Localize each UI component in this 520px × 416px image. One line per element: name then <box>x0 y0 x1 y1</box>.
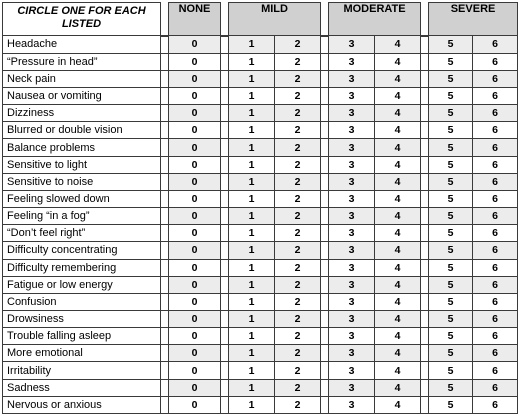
column-gap <box>321 36 329 54</box>
severity-option[interactable]: 0 <box>169 173 221 190</box>
severity-option[interactable]: 3 <box>329 208 375 225</box>
severity-option[interactable]: 4 <box>375 122 421 139</box>
severity-option[interactable]: 4 <box>375 328 421 345</box>
severity-option[interactable]: 4 <box>375 105 421 122</box>
symptom-row <box>3 208 518 225</box>
column-gap <box>221 311 229 328</box>
severity-option[interactable]: 1 <box>229 345 275 362</box>
symptom-row <box>3 70 518 87</box>
symptom-label: Drowsiness <box>3 311 161 328</box>
severity-option[interactable]: 2 <box>275 225 321 242</box>
column-gap <box>321 122 329 139</box>
column-gap <box>321 362 329 379</box>
severity-option[interactable]: 5 <box>429 122 473 139</box>
column-gap <box>421 139 429 156</box>
column-gap <box>221 173 229 190</box>
severity-option[interactable]: 5 <box>429 259 473 276</box>
column-gap <box>421 105 429 122</box>
severity-option[interactable]: 1 <box>229 173 275 190</box>
symptom-row <box>3 276 518 293</box>
severity-option[interactable]: 6 <box>473 87 518 104</box>
severity-option[interactable]: 6 <box>473 156 518 173</box>
symptom-row <box>3 345 518 362</box>
severity-option[interactable]: 2 <box>275 122 321 139</box>
severity-option[interactable]: 3 <box>329 53 375 70</box>
severity-option[interactable]: 5 <box>429 379 473 396</box>
severity-option[interactable]: 4 <box>375 311 421 328</box>
severity-option[interactable]: 6 <box>473 36 518 54</box>
symptom-severity-table <box>2 2 518 414</box>
severity-option[interactable]: 1 <box>229 259 275 276</box>
column-gap <box>321 311 329 328</box>
column-gap <box>321 190 329 207</box>
severity-option[interactable]: 2 <box>275 36 321 54</box>
severity-option[interactable]: 0 <box>169 276 221 293</box>
column-gap <box>221 242 229 259</box>
severity-option[interactable]: 1 <box>229 396 275 413</box>
symptom-label: Headache <box>3 36 161 54</box>
column-gap <box>421 173 429 190</box>
severity-option[interactable]: 4 <box>375 156 421 173</box>
column-gap <box>161 156 169 173</box>
severity-option[interactable]: 4 <box>375 242 421 259</box>
severity-option[interactable]: 5 <box>429 345 473 362</box>
column-gap <box>421 208 429 225</box>
column-gap <box>421 328 429 345</box>
severity-option[interactable]: 2 <box>275 190 321 207</box>
severity-option[interactable]: 2 <box>275 87 321 104</box>
severity-option[interactable]: 5 <box>429 87 473 104</box>
severity-option[interactable]: 0 <box>169 70 221 87</box>
severity-option[interactable]: 4 <box>375 70 421 87</box>
severity-option[interactable]: 0 <box>169 139 221 156</box>
column-gap <box>221 87 229 104</box>
severity-option[interactable]: 0 <box>169 105 221 122</box>
severity-option[interactable]: 5 <box>429 208 473 225</box>
column-gap <box>161 379 169 396</box>
severity-option[interactable]: 3 <box>329 396 375 413</box>
column-gap <box>421 225 429 242</box>
symptom-label: Difficulty remembering <box>3 259 161 276</box>
column-gap <box>221 345 229 362</box>
column-gap <box>321 208 329 225</box>
mild-heading: MILD <box>229 3 321 36</box>
column-gap <box>221 396 229 413</box>
severity-option[interactable]: 5 <box>429 190 473 207</box>
severity-option[interactable]: 1 <box>229 328 275 345</box>
severity-option[interactable]: 1 <box>229 53 275 70</box>
symptom-label: Sensitive to light <box>3 156 161 173</box>
column-gap <box>321 70 329 87</box>
severity-option[interactable]: 2 <box>275 70 321 87</box>
symptom-row <box>3 293 518 310</box>
symptom-rows <box>3 36 518 414</box>
severity-option[interactable]: 5 <box>429 328 473 345</box>
severity-option[interactable]: 3 <box>329 70 375 87</box>
severity-option[interactable]: 6 <box>473 311 518 328</box>
symptom-label: Irritability <box>3 362 161 379</box>
severity-option[interactable]: 5 <box>429 311 473 328</box>
severity-option[interactable]: 6 <box>473 208 518 225</box>
severity-option[interactable]: 6 <box>473 259 518 276</box>
severity-option[interactable]: 3 <box>329 190 375 207</box>
column-gap <box>161 122 169 139</box>
column-gap <box>221 276 229 293</box>
severity-option[interactable]: 6 <box>473 396 518 413</box>
column-gap <box>161 242 169 259</box>
column-gap <box>421 36 429 54</box>
severity-option[interactable]: 4 <box>375 396 421 413</box>
column-gap <box>161 53 169 70</box>
severity-option[interactable]: 1 <box>229 122 275 139</box>
column-gap <box>321 242 329 259</box>
severity-option[interactable]: 6 <box>473 345 518 362</box>
severity-option[interactable]: 1 <box>229 36 275 54</box>
severity-option[interactable]: 2 <box>275 362 321 379</box>
column-gap <box>421 87 429 104</box>
severity-option[interactable]: 2 <box>275 379 321 396</box>
symptom-row <box>3 122 518 139</box>
severity-option[interactable]: 2 <box>275 53 321 70</box>
severity-option[interactable]: 4 <box>375 190 421 207</box>
severity-option[interactable]: 5 <box>429 396 473 413</box>
severity-option[interactable]: 5 <box>429 242 473 259</box>
column-gap <box>421 259 429 276</box>
severity-option[interactable]: 4 <box>375 225 421 242</box>
column-gap <box>161 105 169 122</box>
severity-option[interactable]: 6 <box>473 242 518 259</box>
severity-option[interactable]: 3 <box>329 328 375 345</box>
column-gap <box>221 70 229 87</box>
symptom-label: Sensitive to noise <box>3 173 161 190</box>
column-gap <box>321 173 329 190</box>
severity-option[interactable]: 4 <box>375 379 421 396</box>
severity-option[interactable]: 2 <box>275 156 321 173</box>
severity-option[interactable]: 4 <box>375 293 421 310</box>
severity-option[interactable]: 6 <box>473 105 518 122</box>
symptom-row <box>3 225 518 242</box>
symptom-label: “Pressure in head” <box>3 53 161 70</box>
column-gap <box>421 379 429 396</box>
severity-option[interactable]: 2 <box>275 311 321 328</box>
severity-option[interactable]: 1 <box>229 311 275 328</box>
column-gap <box>321 396 329 413</box>
symptom-label: Difficulty concentrating <box>3 242 161 259</box>
severity-option[interactable]: 3 <box>329 156 375 173</box>
column-gap <box>421 156 429 173</box>
column-gap <box>421 362 429 379</box>
column-gap <box>161 190 169 207</box>
severity-option[interactable]: 1 <box>229 225 275 242</box>
symptom-label: Fatigue or low energy <box>3 276 161 293</box>
severity-option[interactable]: 1 <box>229 87 275 104</box>
severity-option[interactable]: 6 <box>473 70 518 87</box>
column-gap <box>421 122 429 139</box>
header-row <box>3 3 518 36</box>
column-gap <box>321 3 329 36</box>
severity-option[interactable]: 1 <box>229 190 275 207</box>
symptom-label: Nausea or vomiting <box>3 87 161 104</box>
column-gap <box>321 276 329 293</box>
symptom-row <box>3 173 518 190</box>
severity-option[interactable]: 1 <box>229 293 275 310</box>
column-gap <box>161 396 169 413</box>
severity-option[interactable]: 0 <box>169 311 221 328</box>
symptom-label: Confusion <box>3 293 161 310</box>
column-gap <box>161 293 169 310</box>
severity-option[interactable]: 4 <box>375 87 421 104</box>
symptom-row <box>3 328 518 345</box>
column-gap <box>421 70 429 87</box>
severity-option[interactable]: 3 <box>329 259 375 276</box>
symptom-label: Trouble falling asleep <box>3 328 161 345</box>
severity-option[interactable]: 6 <box>473 225 518 242</box>
column-gap <box>421 311 429 328</box>
severity-option[interactable]: 1 <box>229 70 275 87</box>
severity-option[interactable]: 4 <box>375 208 421 225</box>
severity-option[interactable]: 1 <box>229 362 275 379</box>
severity-option[interactable]: 2 <box>275 242 321 259</box>
symptom-row <box>3 259 518 276</box>
severity-option[interactable]: 0 <box>169 225 221 242</box>
severity-option[interactable]: 0 <box>169 36 221 54</box>
column-gap <box>321 53 329 70</box>
severity-option[interactable]: 3 <box>329 362 375 379</box>
symptom-row <box>3 139 518 156</box>
symptom-row <box>3 105 518 122</box>
severity-option[interactable]: 6 <box>473 276 518 293</box>
symptom-label: Nervous or anxious <box>3 396 161 413</box>
severity-option[interactable]: 2 <box>275 208 321 225</box>
severity-option[interactable]: 0 <box>169 208 221 225</box>
column-gap <box>161 345 169 362</box>
symptom-row <box>3 396 518 413</box>
symptom-label: More emotional <box>3 345 161 362</box>
severity-option[interactable]: 4 <box>375 362 421 379</box>
column-gap <box>321 259 329 276</box>
column-gap <box>161 362 169 379</box>
severity-option[interactable]: 5 <box>429 156 473 173</box>
severity-option[interactable]: 0 <box>169 396 221 413</box>
column-gap <box>321 156 329 173</box>
column-gap <box>421 242 429 259</box>
severity-option[interactable]: 0 <box>169 190 221 207</box>
symptom-label: “Don’t feel right” <box>3 225 161 242</box>
column-gap <box>161 3 169 36</box>
severity-option[interactable]: 3 <box>329 293 375 310</box>
column-gap <box>221 53 229 70</box>
symptom-label: Dizziness <box>3 105 161 122</box>
column-gap <box>221 379 229 396</box>
symptom-label: Blurred or double vision <box>3 122 161 139</box>
symptom-row <box>3 156 518 173</box>
severity-option[interactable]: 0 <box>169 293 221 310</box>
severity-option[interactable]: 5 <box>429 276 473 293</box>
severity-option[interactable]: 0 <box>169 242 221 259</box>
severity-option[interactable]: 3 <box>329 379 375 396</box>
none-heading: NONE <box>169 3 221 36</box>
symptom-label: Feeling slowed down <box>3 190 161 207</box>
column-gap <box>221 139 229 156</box>
severity-option[interactable]: 5 <box>429 53 473 70</box>
severity-option[interactable]: 3 <box>329 242 375 259</box>
severity-option[interactable]: 4 <box>375 36 421 54</box>
severity-option[interactable]: 5 <box>429 105 473 122</box>
severity-option[interactable]: 0 <box>169 259 221 276</box>
column-gap <box>161 36 169 54</box>
severity-option[interactable]: 1 <box>229 379 275 396</box>
severity-option[interactable]: 1 <box>229 156 275 173</box>
column-gap <box>321 379 329 396</box>
severity-option[interactable]: 0 <box>169 122 221 139</box>
severity-option[interactable]: 1 <box>229 105 275 122</box>
column-gap <box>221 122 229 139</box>
severity-option[interactable]: 5 <box>429 362 473 379</box>
severity-option[interactable]: 5 <box>429 293 473 310</box>
severity-option[interactable]: 3 <box>329 311 375 328</box>
symptom-label: Neck pain <box>3 70 161 87</box>
column-gap <box>161 70 169 87</box>
column-gap <box>421 396 429 413</box>
severity-option[interactable]: 3 <box>329 36 375 54</box>
severe-heading: SEVERE <box>429 3 518 36</box>
severity-option[interactable]: 2 <box>275 293 321 310</box>
column-gap <box>321 139 329 156</box>
severity-option[interactable]: 0 <box>169 53 221 70</box>
column-gap <box>421 276 429 293</box>
column-gap <box>421 345 429 362</box>
severity-option[interactable]: 6 <box>473 293 518 310</box>
severity-option[interactable]: 4 <box>375 259 421 276</box>
symptom-row <box>3 362 518 379</box>
column-gap <box>221 3 229 36</box>
severity-option[interactable]: 1 <box>229 208 275 225</box>
severity-option[interactable]: 0 <box>169 328 221 345</box>
severity-option[interactable]: 4 <box>375 173 421 190</box>
severity-option[interactable]: 3 <box>329 276 375 293</box>
symptom-label: Sadness <box>3 379 161 396</box>
severity-option[interactable]: 2 <box>275 396 321 413</box>
column-gap <box>321 225 329 242</box>
severity-option[interactable]: 0 <box>169 379 221 396</box>
column-gap <box>421 3 429 36</box>
column-gap <box>221 156 229 173</box>
column-gap <box>161 225 169 242</box>
severity-option[interactable]: 6 <box>473 190 518 207</box>
severity-option[interactable]: 3 <box>329 225 375 242</box>
severity-option[interactable]: 1 <box>229 276 275 293</box>
symptom-row <box>3 242 518 259</box>
severity-option[interactable]: 0 <box>169 87 221 104</box>
severity-option[interactable]: 3 <box>329 105 375 122</box>
column-gap <box>421 190 429 207</box>
column-gap <box>161 173 169 190</box>
symptom-row <box>3 36 518 54</box>
severity-option[interactable]: 6 <box>473 139 518 156</box>
severity-option[interactable]: 2 <box>275 139 321 156</box>
column-gap <box>321 105 329 122</box>
moderate-heading: MODERATE <box>329 3 421 36</box>
severity-option[interactable]: 5 <box>429 139 473 156</box>
column-gap <box>321 345 329 362</box>
column-gap <box>161 311 169 328</box>
severity-option[interactable]: 2 <box>275 259 321 276</box>
symptom-row <box>3 379 518 396</box>
severity-option[interactable]: 4 <box>375 345 421 362</box>
severity-option[interactable]: 6 <box>473 362 518 379</box>
severity-option[interactable]: 2 <box>275 173 321 190</box>
severity-option[interactable]: 2 <box>275 276 321 293</box>
column-gap <box>161 328 169 345</box>
column-gap <box>221 190 229 207</box>
severity-option[interactable]: 0 <box>169 156 221 173</box>
column-gap <box>221 328 229 345</box>
severity-option[interactable]: 3 <box>329 87 375 104</box>
symptom-label: Balance problems <box>3 139 161 156</box>
column-gap <box>321 293 329 310</box>
column-gap <box>161 259 169 276</box>
column-gap <box>321 87 329 104</box>
column-gap <box>221 259 229 276</box>
severity-option[interactable]: 3 <box>329 173 375 190</box>
severity-option[interactable]: 4 <box>375 53 421 70</box>
column-gap <box>221 105 229 122</box>
severity-option[interactable]: 2 <box>275 345 321 362</box>
column-gap <box>161 276 169 293</box>
severity-option[interactable]: 5 <box>429 225 473 242</box>
severity-option[interactable]: 2 <box>275 328 321 345</box>
column-gap <box>221 36 229 54</box>
column-gap <box>161 87 169 104</box>
severity-option[interactable]: 6 <box>473 379 518 396</box>
column-gap <box>321 328 329 345</box>
severity-option[interactable]: 4 <box>375 276 421 293</box>
severity-option[interactable]: 1 <box>229 139 275 156</box>
column-gap <box>421 293 429 310</box>
column-gap <box>221 362 229 379</box>
column-gap <box>161 139 169 156</box>
symptom-row <box>3 87 518 104</box>
severity-option[interactable]: 1 <box>229 242 275 259</box>
column-gap <box>161 208 169 225</box>
severity-option[interactable]: 6 <box>473 53 518 70</box>
severity-option[interactable]: 5 <box>429 36 473 54</box>
severity-option[interactable]: 3 <box>329 345 375 362</box>
severity-option[interactable]: 3 <box>329 122 375 139</box>
severity-option[interactable]: 5 <box>429 173 473 190</box>
severity-option[interactable]: 3 <box>329 139 375 156</box>
severity-option[interactable]: 0 <box>169 345 221 362</box>
symptom-row <box>3 53 518 70</box>
severity-option[interactable]: 5 <box>429 70 473 87</box>
column-gap <box>221 208 229 225</box>
severity-option[interactable]: 6 <box>473 173 518 190</box>
severity-option[interactable]: 2 <box>275 105 321 122</box>
severity-option[interactable]: 6 <box>473 328 518 345</box>
severity-option[interactable]: 0 <box>169 362 221 379</box>
severity-option[interactable]: 6 <box>473 122 518 139</box>
column-gap <box>421 53 429 70</box>
column-gap <box>221 225 229 242</box>
symptom-row <box>3 190 518 207</box>
symptom-label: Feeling “in a fog” <box>3 208 161 225</box>
severity-option[interactable]: 4 <box>375 139 421 156</box>
instruction-heading: CIRCLE ONE FOR EACH LISTED <box>3 3 161 36</box>
column-gap <box>221 293 229 310</box>
symptom-row <box>3 311 518 328</box>
